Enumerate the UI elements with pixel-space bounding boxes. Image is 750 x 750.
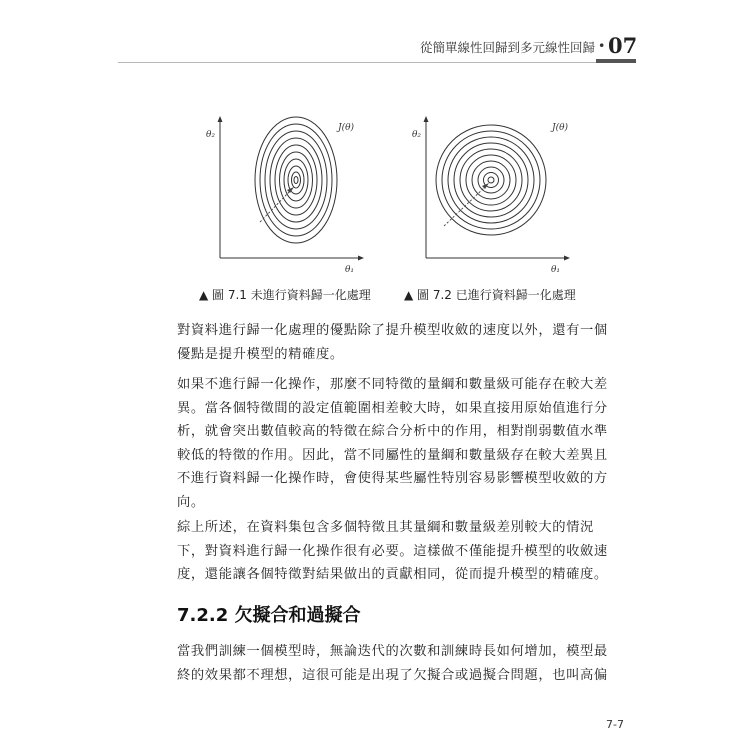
text-line: 對資料進行歸一化處理的優點除了提升模型收斂的速度以外，還有一個	[177, 323, 608, 338]
x-axis-label: θ₁	[551, 265, 561, 275]
gradient-arrowhead	[287, 187, 294, 193]
text-line: 終的效果都不理想，這很可能是出現了欠擬合或過擬合問題，也叫高偏	[177, 667, 608, 683]
text-line: 優點是提升模型的精確度。	[177, 346, 344, 362]
circular-contours	[436, 125, 546, 235]
paragraph-normalization-benefits	[177, 319, 607, 366]
running-header-title: 從簡單線性回歸到多元線性回歸	[419, 40, 595, 55]
y-axis-label: θ₂	[412, 130, 422, 140]
paragraph-without-normalization	[177, 373, 607, 514]
x-axis-arrow	[564, 256, 570, 261]
text-line: 如果不進行歸一化操作，那麼不同特徵的量綱和數量級可能存在較大差	[177, 377, 608, 392]
paragraph-underfitting-intro	[177, 640, 607, 687]
text-line: 析，就會突出數值較高的特徵在綜合分析中的作用，相對削弱數值水準	[177, 424, 608, 439]
contour-plot-normalized	[404, 110, 574, 282]
contour-plot-unnormalized	[198, 110, 368, 282]
text-line: 下，對資料進行歸一化操作很有必要。這樣做不僅能提升模型的收斂速	[177, 543, 608, 559]
figure-7-2	[404, 110, 574, 282]
header-bullet: •	[598, 38, 606, 53]
figure-7-1	[198, 110, 368, 282]
figure-7-2-caption: ▲ 圖 7.2 已進行資料歸一化處理	[404, 288, 576, 302]
y-axis-label: θ₂	[206, 130, 216, 140]
paragraph-summary	[177, 516, 607, 587]
text-line: 度，還能讓各個特徵對結果做出的貢獻相同，從而提升模型的精確度。	[177, 567, 608, 582]
x-axis-label: θ₁	[345, 265, 355, 275]
gradient-path	[444, 186, 486, 226]
section-heading: 7.2.2 欠擬合和過擬合	[177, 605, 361, 626]
figure-7-1-caption: ▲ 圖 7.1 未進行資料歸一化處理	[199, 288, 371, 302]
text-line: 當我們訓練一個模型時，無論迭代的次數和訓練時長如何增加，模型最	[177, 644, 608, 659]
gradient-arrowhead	[482, 183, 489, 189]
text-line: 綜上所述，在資料集包含多個特徵且其量綱和數量級差別較大的情況	[177, 520, 594, 535]
cost-function-label: J(θ)	[338, 123, 355, 133]
y-axis-arrow	[424, 116, 429, 122]
text-line: 較低的特徵的作用。因此，當不同屬性的量綱和數量級存在較大差異且	[177, 447, 608, 463]
text-line: 異。當各個特徵間的設定值範圍相差較大時，如果直接用原始值進行分	[177, 400, 608, 416]
text-line: 不進行資料歸一化操作時，會使得某些屬性特別容易影響模型收斂的方	[177, 471, 608, 486]
header-rule	[118, 62, 596, 63]
x-axis-arrow	[358, 256, 364, 261]
page-number: 7-7	[606, 718, 624, 731]
elliptical-contours	[255, 117, 337, 243]
chapter-number: 07	[608, 33, 638, 58]
cost-function-label: J(θ)	[552, 123, 569, 133]
text-line: 向。	[177, 494, 205, 510]
header-rule-accent	[596, 59, 636, 63]
y-axis-arrow	[218, 116, 223, 122]
